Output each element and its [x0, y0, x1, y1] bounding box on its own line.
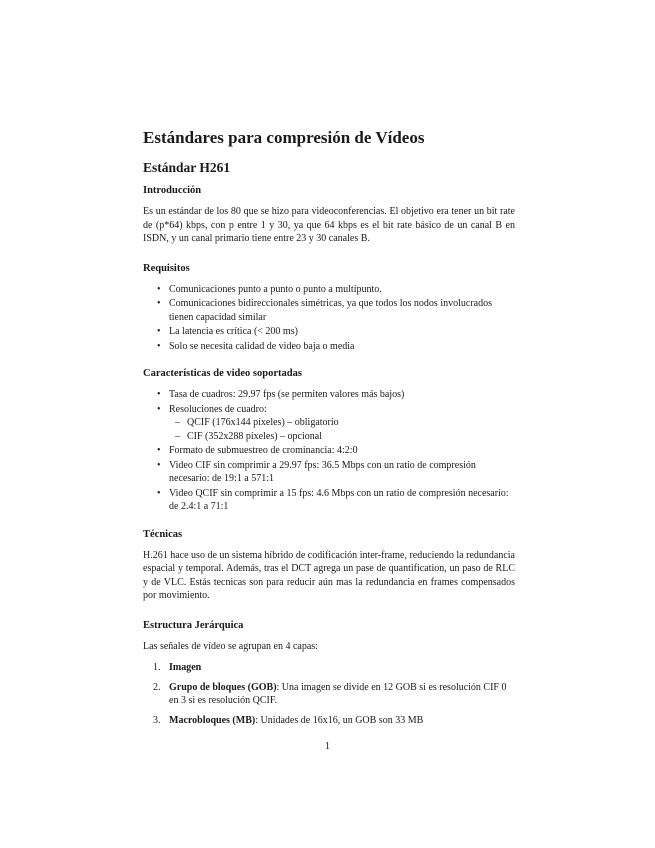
item-description: : Unidades de 16x16, un GOB son 33 MB: [255, 714, 424, 726]
sublist-item: – QCIF (176x144 píxeles) – obligatorio: [187, 416, 515, 430]
list-item: • Comunicaciones punto a punto o punto a multipunto.: [169, 283, 515, 297]
estructura-intro: Las señales de vídeo se agrupan en 4 capas:: [143, 640, 318, 652]
estructura-heading: Estructura Jerárquica: [143, 619, 244, 631]
caracteristicas-heading: Características de video soportadas: [143, 368, 302, 379]
requisitos-heading: Requisitos: [143, 262, 190, 274]
sublist-item: – CIF (352x288 píxeles) – opcional: [187, 430, 515, 444]
list-item: [153, 681, 515, 708]
intro-heading: Introducción: [143, 185, 202, 196]
list-item: • La latencia es crítica (< 200 ms): [169, 325, 515, 339]
list-item: • Tasa de cuadros: 29.97 fps (se permiten valores más bajos): [169, 388, 515, 402]
item-term: Macrobloques (MB): [169, 714, 256, 726]
list-item: [153, 714, 515, 728]
resolutions-sublist: [169, 416, 515, 443]
tecnicas-paragraph: H.261 hace uso de un sistema híbrido de codificación inter-frame, reduciendo la redundancia espacial y temporal. Además, tras el DCT agrega un pase de quantification, un paso de RLC y de VLC. Estás tecnicas son para reducir aún mas la redundancia en frames compensados por movimiento.: [143, 549, 515, 601]
estructura-list: [143, 661, 515, 727]
item-term: Grupo de bloques (GOB): [169, 681, 277, 693]
list-item: [169, 403, 515, 444]
item-description: : Una imagen se divide en 12 GOB si es resolución CIF 0 en 3 si es resolución QCIF.: [169, 681, 507, 706]
document-title: Estándares para compresión de Vídeos: [143, 128, 425, 147]
list-item: • Solo se necesita calidad de video baja o media: [169, 340, 515, 354]
item-number: 1.: [153, 662, 161, 673]
tecnicas-heading: Técnicas: [143, 528, 183, 540]
item-number: 2.: [153, 681, 161, 693]
section-heading: Estándar H261: [143, 160, 231, 175]
page-number: 1: [325, 741, 330, 752]
list-item: • Formato de submuestreo de crominancia: 4:2:0: [169, 444, 515, 458]
item-number: 3.: [153, 714, 161, 726]
list-item: • Video CIF sin comprimir a 29.97 fps: 36.5 Mbps con un ratio de compresión necesario: de 19:1 a 571:1: [169, 459, 515, 486]
item-term: Imagen: [169, 662, 202, 673]
list-item: • Video QCIF sin comprimir a 15 fps: 4.6 Mbps con un ratio de compresión necesario: de 2.4:1 a 71:1: [169, 487, 515, 514]
list-item: [153, 661, 515, 675]
list-item-label: Resoluciones de cuadro:: [169, 403, 267, 415]
requisitos-list: [143, 283, 515, 354]
document-page: [143, 128, 515, 733]
intro-paragraph: Es un estándar de los 80 que se hizo para videoconferencias. El objetivo era tener un bit rate de (p*64) kbps, con p entre 1 y 30, ya que 64 kbps es el bit rate básico de un canal B en ISDN, y un canal primario tiene entre 23 y 30 canales B.: [143, 206, 515, 244]
list-item: • Comunicaciones bidireccionales simétricas, ya que todos los nodos involucrados tienen capacidad similar: [169, 297, 515, 324]
caracteristicas-list: [143, 388, 515, 514]
